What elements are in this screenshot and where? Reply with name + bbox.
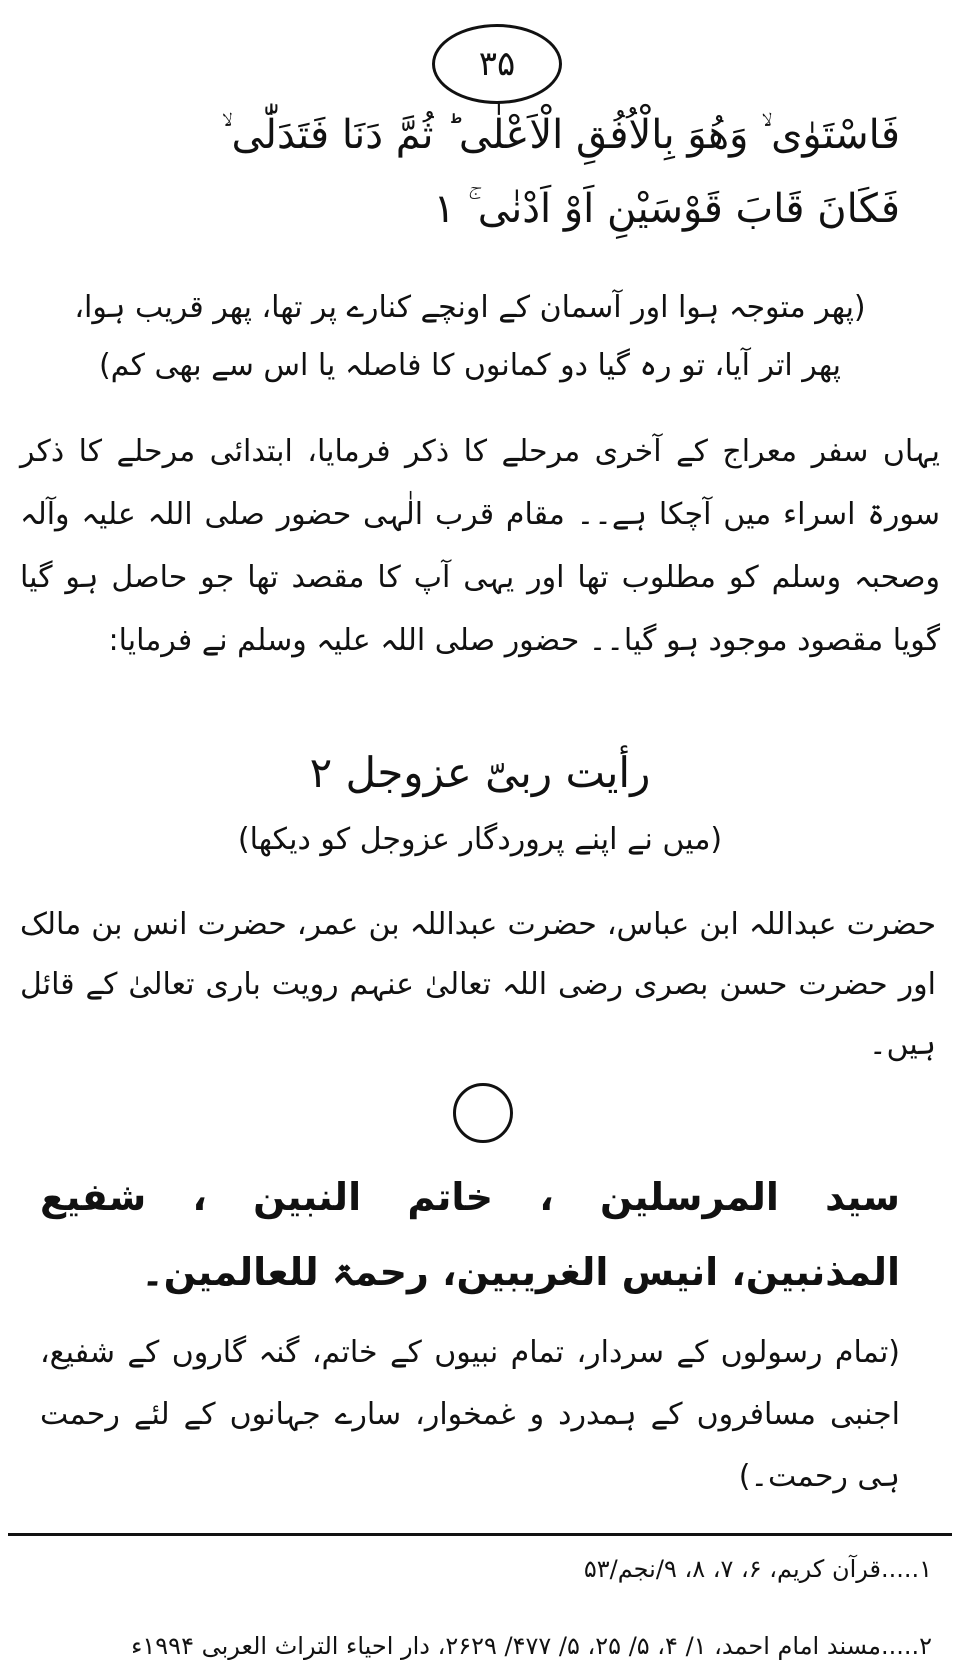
paragraph-titles-translation: (تمام رسولوں کے سردار، تمام نبیوں کے خاتم، گنہ گاروں کے شفیع، اجنبی مسافروں کے ہمدرد و غمخوار، سارے جہانوں کے لئے رحمت ہی رحمت۔) — [40, 1335, 900, 1494]
translation-line-1: (پھر متوجہ ہوا اور آسمان کے اونچے کنارے پر تھا، پھر قریب ہوا، — [74, 290, 866, 325]
paragraph-miraj: یہاں سفر معراج کے آخری مرحلے کا ذکر فرمایا، ابتدائی مرحلے کا ذکر سورۃ اسراء میں آچکا ہے۔۔ مقام قرب الٰہی حضور صلی اللہ علیہ وآلہ وصحبہ وسلم کو مطلوب تھا اور یہی آپ کا مقصد تھا جو حاصل ہو گیا گویا مقصود موجود ہو گیا۔۔ حضور صلی اللہ علیہ وسلم نے فرمایا: — [20, 434, 940, 658]
page-number: ۳۵ — [432, 24, 562, 104]
titles-line-2: المذنبین، انیس الغریبین، رحمۃ للعالمین۔ — [141, 1250, 900, 1294]
hadith-heading: رأیت ربیّ عزوجل ۲ — [309, 748, 651, 797]
footnote-divider — [8, 1533, 952, 1536]
footnote-2: ۲.....مسند امام احمد، ۱/ ۴، ۵/ ۲۵، ۵/ ۴۷۷/ ۲۶۲۹، دار احیاء التراث العربی ۱۹۹۴ء — [131, 1632, 932, 1660]
footnote-1: ۱.....قرآن کریم، ۶، ۷، ۸، ۹/نجم/۵۳ — [583, 1555, 932, 1583]
paragraph-companions: حضرت عبداللہ ابن عباس، حضرت عبداللہ بن عمر، حضرت انس بن مالک اور حضرت حسن بصری رضی اللہ تعالیٰ عنہم رویت باری تعالیٰ کے قائل ہیں۔ — [20, 907, 936, 1062]
hadith-translation: (میں نے اپنے پروردگار عزوجل کو دیکھا) — [237, 822, 723, 857]
titles-line-1: سید المرسلین ، خاتم النبین ، شفیع — [40, 1175, 900, 1219]
quran-verse-line-2: فَکَانَ قَابَ قَوْسَیْنِ اَوْ اَدْنٰی ۚ ۱ — [433, 186, 900, 232]
translation-line-2: پھر اتر آیا، تو رہ گیا دو کمانوں کا فاصلہ یا اس سے بھی کم) — [98, 348, 842, 383]
quran-verse-line-1: فَاسْتَوٰی ۙ وَھُوَ بِالْاُفُقِ الْاَعْلٰی ؕ ثُمَّ دَنَا فَتَدَلّٰی ۙ — [221, 112, 900, 158]
section-divider-circle — [453, 1083, 513, 1143]
